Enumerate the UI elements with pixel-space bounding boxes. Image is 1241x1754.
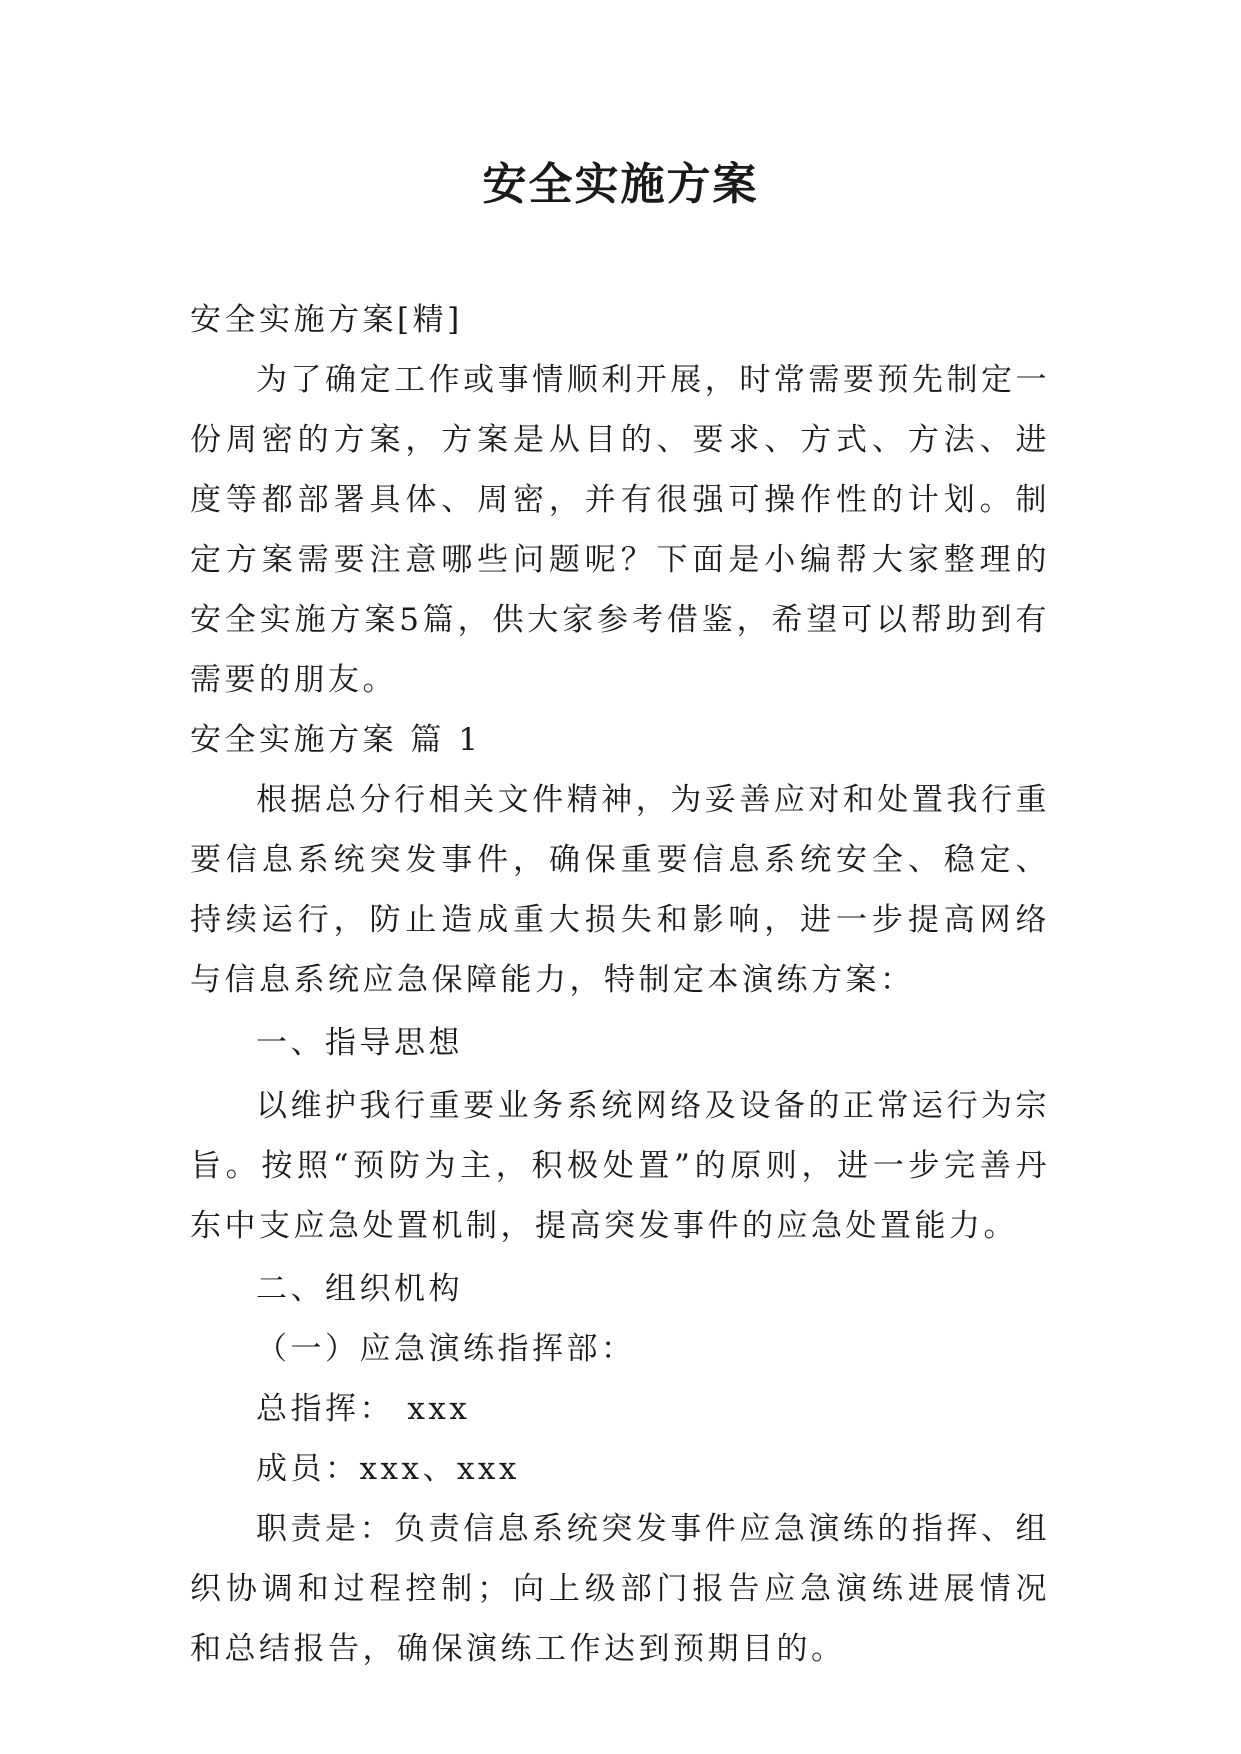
members-line: 成员：xxx、xxx [256,1451,520,1487]
commander-line: 总指挥： xxx [256,1391,471,1427]
duties-paragraph: 职责是：负责信息系统突发事件应急演练的指挥、组织协调和过程控制；向上级部门报告应急演练进展情况和总结报告，确保演练工作达到预期目的。 [190,1511,1050,1667]
heading-organization: 二、组织机构 [256,1271,463,1307]
body-paragraph-1: 根据总分行相关文件精神，为妥善应对和处置我行重要信息系统突发事件，确保重要信息系统安全、稳定、持续运行，防止造成重大损失和影响，进一步提高网络与信息系统应急保障能力，特制定本演练方案： [190,782,1050,998]
body-paragraph-2: 以维护我行重要业务系统网络及设备的正常运行为宗旨。按照“预防为主，积极处置”的原则，进一步完善丹东中支应急处置机制，提高突发事件的应急处置能力。 [190,1088,1050,1244]
sub-heading-command: （一）应急演练指挥部： [256,1331,636,1367]
section-heading: 安全实施方案 篇 1 [190,722,482,758]
document-subtitle: 安全实施方案[精] [190,302,463,338]
intro-paragraph: 为了确定工作或事情顺利开展，时常需要预先制定一份周密的方案，方案是从目的、要求、方式、方法、进度等都部署具体、周密，并有很强可操作性的计划。制定方案需要注意哪些问题呢？下面是小编帮大家整理的安全实施方案5篇，供大家参考借鉴，希望可以帮助到有需要的朋友。 [190,362,1050,698]
document-body [190,290,1050,1679]
heading-guiding-ideology: 一、指导思想 [256,1025,463,1061]
document-title: 安全实施方案 [482,159,759,210]
